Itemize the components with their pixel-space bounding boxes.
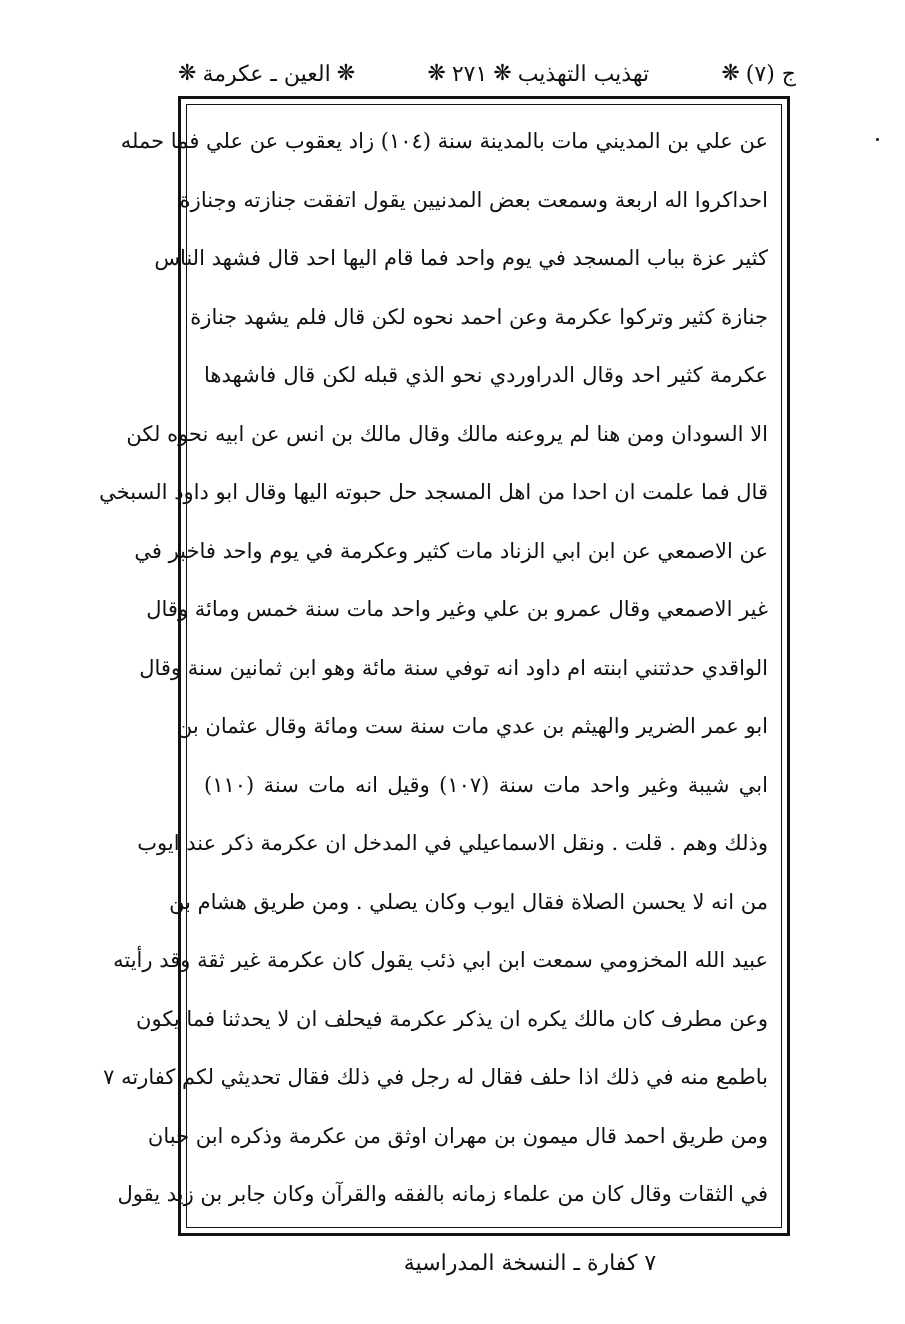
page-number: ٢٧١: [451, 61, 488, 87]
text-line: عن الاصمعي عن ابن ابي الزناد مات كثير وعكرمة في يوم واحد فاخبر في: [134, 538, 768, 563]
text-line: غير الاصمعي وقال عمرو بن علي وغير واحد مات سنة خمس ومائة وقال: [146, 597, 768, 621]
text-line: من انه لا يحسن الصلاة فقال ايوب وكان يصلي . ومن طريق هشام بن: [169, 889, 768, 914]
ornament-star-icon: ❋: [493, 61, 512, 86]
chapter-header: [178, 62, 355, 87]
text-line: عبيد الله المخزومي سمعت ابن ابي ذئب يقول كان عكرمة غير ثقة وقد رأيته: [113, 948, 768, 972]
book-title: تهذيب التهذيب: [517, 61, 650, 87]
text-line: الواقدي حدثتني ابنته ام داود انه توفي سنة مائة وهو ابن ثمانين سنة وقال: [139, 655, 768, 680]
main-text: [99, 112, 768, 1224]
chapter-title: العين ـ عكرمة: [202, 61, 331, 87]
volume-label: ج (٧): [745, 61, 796, 87]
text-line: ابي شيبة وغير واحد مات سنة (١٠٧) وقيل انه مات سنة (١١٠): [204, 772, 768, 797]
text-line: وعن مطرف كان مالك يكره ان يذكر عكرمة فيحلف ان لا يحدثنا فما يكون: [136, 1006, 768, 1031]
text-line: ومن طريق احمد قال ميمون بن مهران اوثق من عكرمة وذكره ابن حبان: [147, 1123, 768, 1148]
footnote: ٧ كفارة ـ النسخة المدراسية: [403, 1251, 657, 1276]
text-line: الا السودان ومن هنا لم يروعنه مالك وقال مالك بن انس عن ابيه نحوه لكن: [126, 421, 768, 446]
text-line: ابو عمر الضرير والهيثم بن عدي مات سنة ست ومائة وقال عثمان بن: [176, 714, 768, 738]
text-line: احداكروا اله اربعة وسمعت بعض المدنيين يقول اتفقت جنازته وجنازة: [179, 187, 768, 212]
text-line: باطمع منه في ذلك اذا حلف فقال له رجل في ذلك فقال تحديثي لكم كفارته ٧: [103, 1065, 768, 1089]
ornament-star-icon: ❋: [721, 61, 740, 86]
book-header: [427, 62, 649, 87]
text-line: قال فما علمت ان احدا من اهل المسجد حل حبوته اليها وقال ابو داود السبخي: [99, 480, 768, 504]
text-line: وذلك وهم . قلت . ونقل الاسماعيلي في المدخل ان عكرمة ذكر عند ايوب: [137, 831, 768, 855]
text-line: جنازة كثير وتركوا عكرمة وعن احمد نحوه لكن قال فلم يشهد جنازة: [190, 304, 768, 329]
ornament-star-icon: ❋: [336, 61, 356, 86]
text-line: في الثقات وقال كان من علماء زمانه بالفقه والقرآن وكان جابر بن زيد يقول: [117, 1182, 768, 1206]
page-header: [178, 52, 796, 96]
text-line: عكرمة كثير احد وقال الدراوردي نحو الذي قبله لكن قال فاشهدها: [204, 363, 768, 387]
volume-header: [721, 62, 796, 87]
text-line: عن علي بن المديني مات بالمدينة سنة (١٠٤) زاد يعقوب عن علي فما حمله: [120, 129, 768, 153]
text-line: كثير عزة بباب المسجد في يوم واحد فما قام اليها احد قال فشهد الناس: [154, 246, 768, 270]
margin-mark: [876, 138, 879, 141]
ornament-star-icon: ❋: [427, 61, 446, 86]
ornament-star-icon: ❋: [178, 61, 197, 86]
